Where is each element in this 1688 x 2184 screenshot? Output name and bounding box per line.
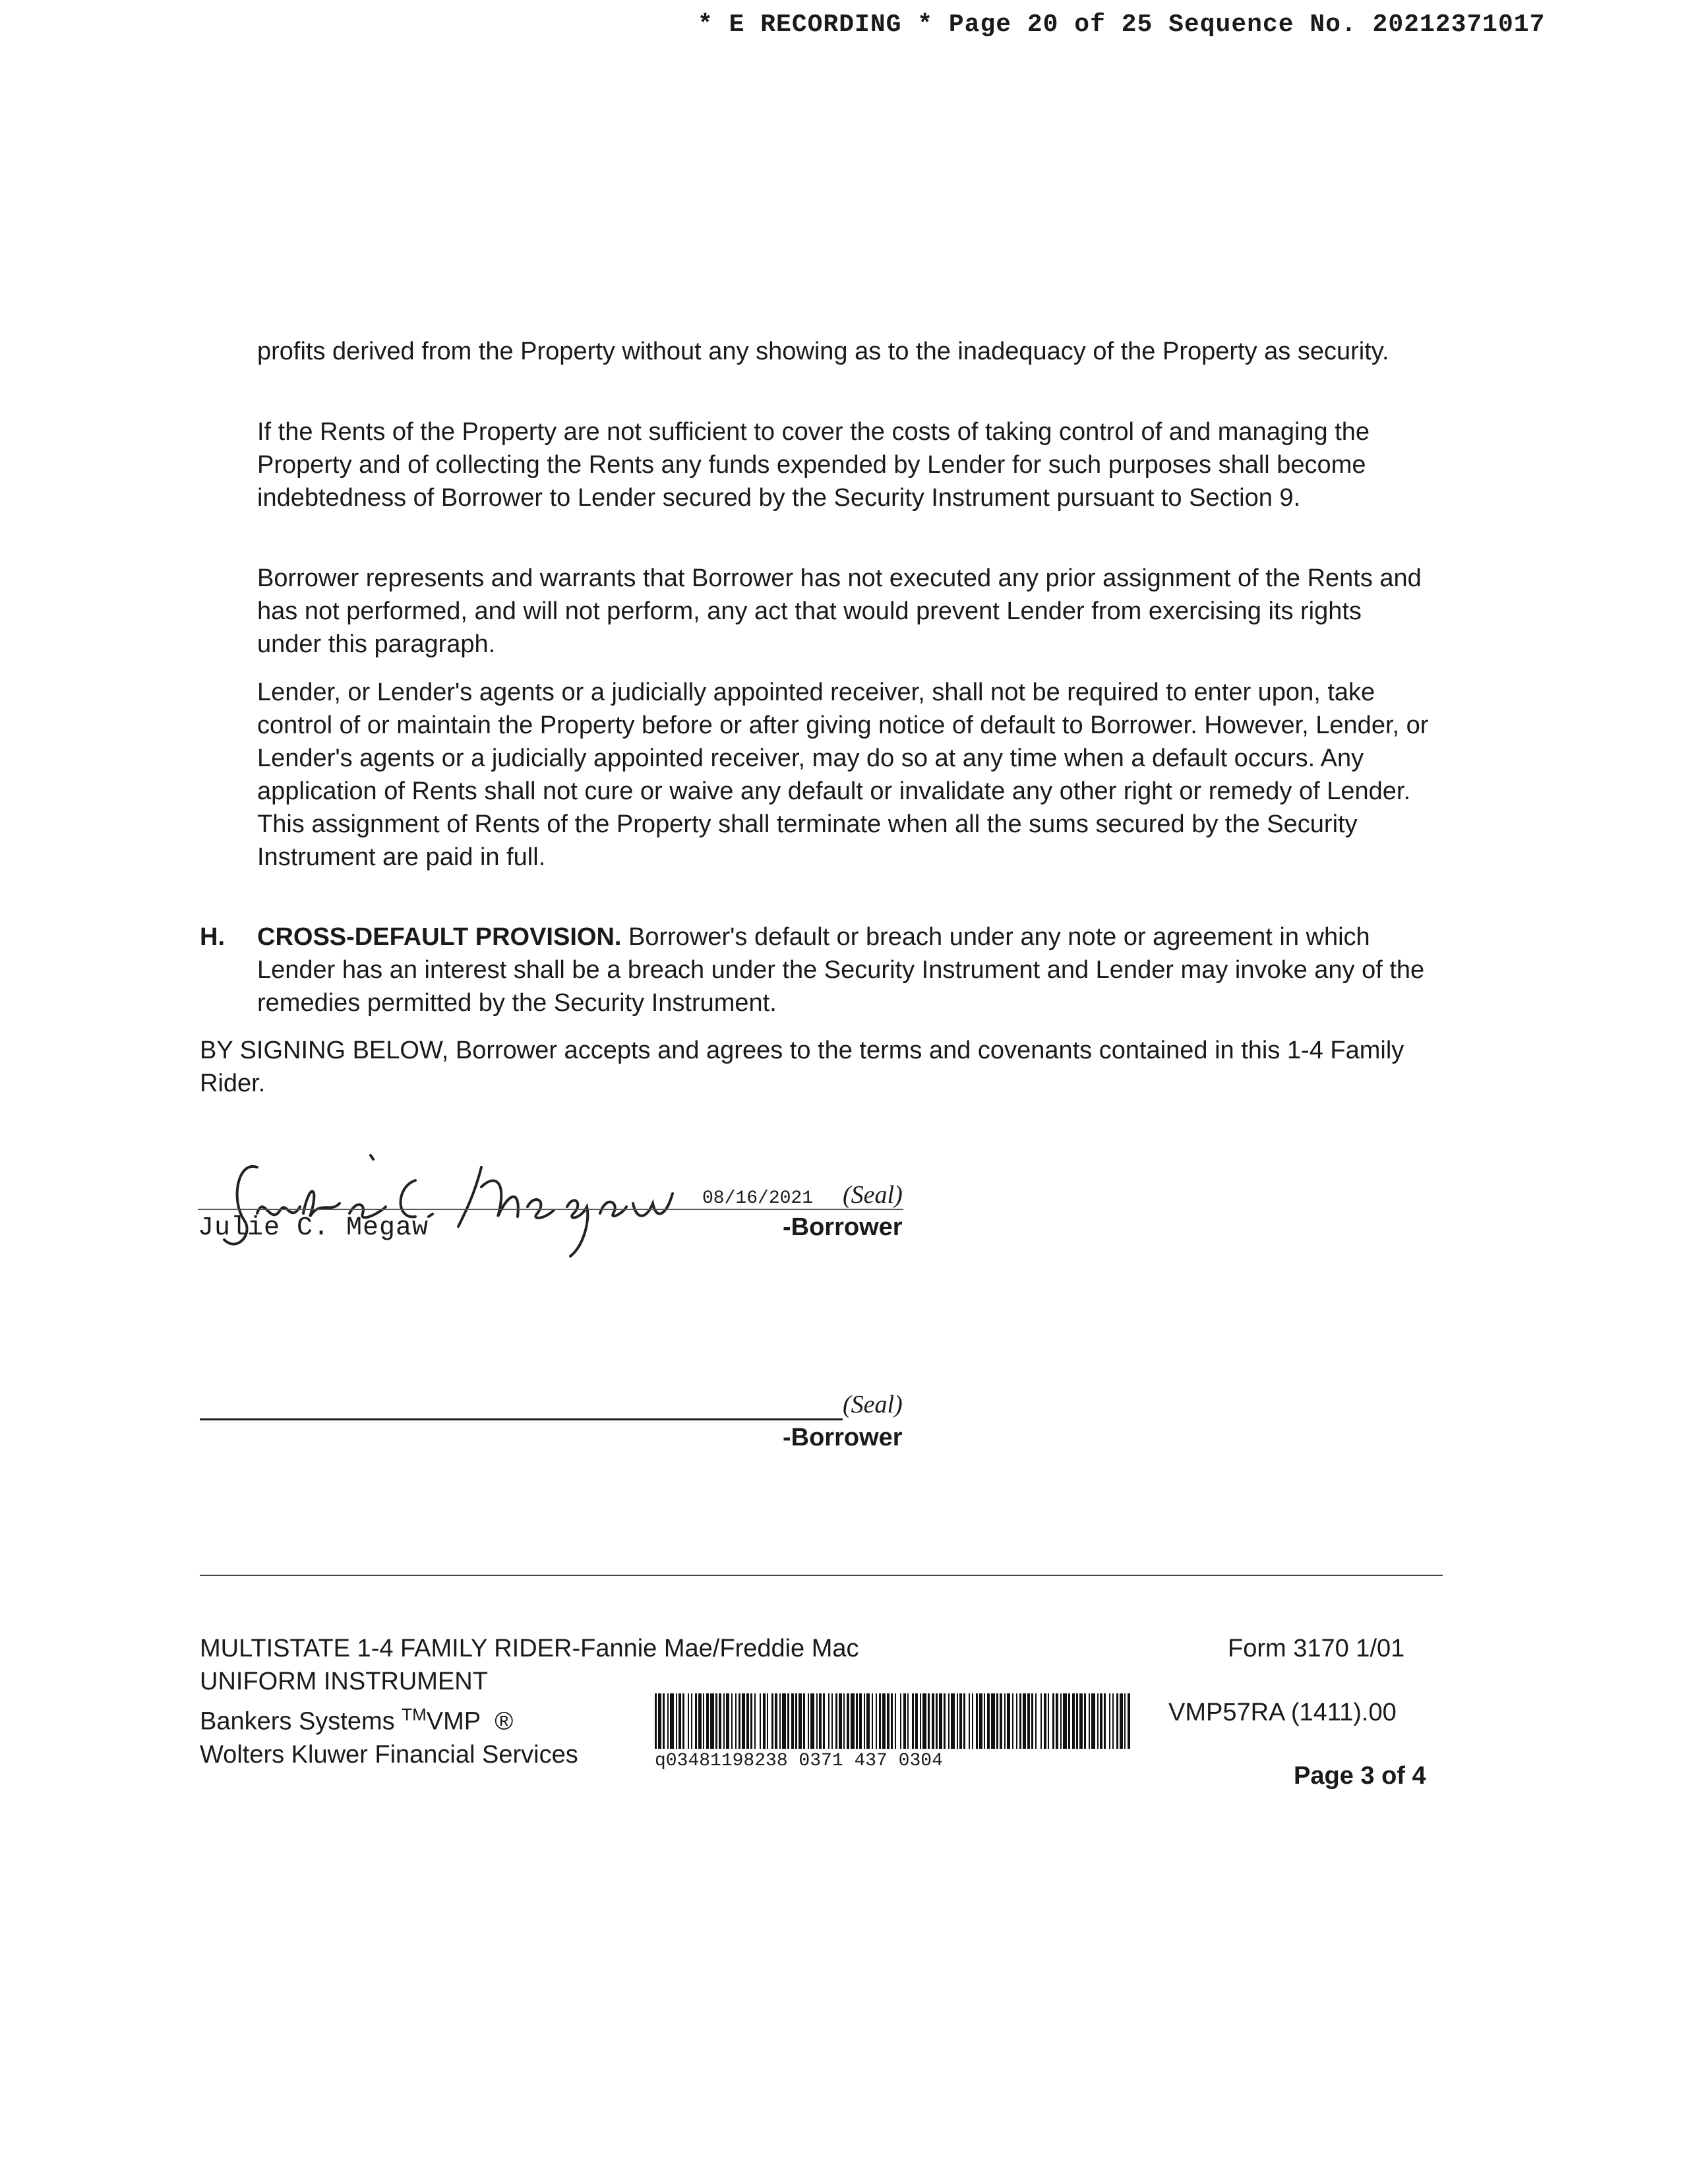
barcode-bar (663, 1693, 665, 1749)
barcode-bar (1076, 1693, 1078, 1749)
borrower-label-2: -Borrower (783, 1424, 903, 1451)
footer-tm: TM (402, 1705, 427, 1724)
barcode-bar (1084, 1693, 1086, 1749)
barcode-bar (1091, 1693, 1095, 1749)
barcode-bar (866, 1693, 870, 1749)
barcode-bar (667, 1693, 669, 1749)
barcode-bar (1089, 1693, 1090, 1749)
barcode-bar (996, 1693, 998, 1749)
footer-reg: ® (495, 1707, 514, 1736)
signature-date: 08/16/2021 (702, 1188, 814, 1209)
barcode-bar (972, 1693, 973, 1749)
barcode-bar (895, 1693, 896, 1749)
barcode-bar (1116, 1693, 1118, 1749)
barcode-bar (779, 1693, 781, 1749)
barcode-bar (891, 1693, 893, 1749)
barcode-bar (760, 1693, 761, 1749)
barcode-bar (1124, 1693, 1126, 1749)
barcode-bar (1027, 1693, 1030, 1749)
barcode-bar (823, 1693, 825, 1749)
barcode-bar (750, 1693, 752, 1749)
paragraph-borrower-represents: Borrower represents and warrants that Borrower has not executed any prior assignment of the Rents and has not performed, and will not perform, any act that would prevent Lender from exercising its rights under this paragraph. (257, 564, 1422, 658)
barcode-bar (828, 1693, 829, 1749)
barcode-bar (787, 1693, 789, 1749)
barcode-bar (835, 1693, 837, 1749)
barcode-bar (915, 1693, 918, 1749)
barcode-bar (948, 1693, 950, 1749)
barcode-bar (655, 1693, 657, 1749)
barcode-bar (991, 1693, 995, 1749)
barcode-bar (1112, 1693, 1114, 1749)
barcode-bar (979, 1693, 982, 1749)
footer-vmp: VMP (426, 1707, 481, 1736)
barcode-bar (847, 1693, 849, 1749)
barcode-bar (922, 1693, 926, 1749)
barcode-bar (1109, 1693, 1110, 1749)
barcode-bar (816, 1693, 818, 1749)
barcode-bar (771, 1693, 773, 1749)
barcode-bar (1000, 1693, 1002, 1749)
form-code: VMP57RA (1411).00 (1168, 1699, 1397, 1726)
barcode-bar (1019, 1693, 1021, 1749)
barcode-bar (1097, 1693, 1099, 1749)
barcode-bar (987, 1693, 990, 1749)
barcode-bar (731, 1693, 733, 1749)
barcode-bar (951, 1693, 955, 1749)
seal-label-1: (Seal) (843, 1181, 903, 1209)
barcode-bar (1044, 1693, 1046, 1749)
barcode-bar (882, 1693, 886, 1749)
barcode-bar (984, 1693, 985, 1749)
barcode-bar (775, 1693, 777, 1749)
barcode-bar (859, 1693, 862, 1749)
barcode-bar (969, 1693, 970, 1749)
barcode-bar (1031, 1693, 1033, 1749)
barcode-bar (738, 1693, 740, 1749)
handwritten-signature (198, 1141, 712, 1273)
barcode-bar (851, 1693, 855, 1749)
barcode-bar (735, 1693, 737, 1749)
barcode-bar (782, 1693, 786, 1749)
borrower-label-1: -Borrower (783, 1213, 903, 1241)
paragraph-lender-agents: Lender, or Lender's agents or a judicially appointed receiver, shall not be required to enter upon, take control of or maintain the Property before or after giving notice of default to Borrower. However, Lender, or Lender's agents or a judicially appointed receiver, may do so at any time when a default occurs. Any application of Rents shall not cure or waive any default or invalidate any other right or remedy of Lender. This assignment of Rents of the Property shall terminate when all the sums secured by the Security Instrument are paid in full. (257, 679, 1429, 871)
section-h-text: Borrower's default or breach under any note or agreement in which Lender has an interest shall be a breach under the Security Instrument and Lender may invoke any of the remedies permitted by the Security Instrument. (257, 923, 1425, 1017)
barcode-bar (843, 1693, 845, 1749)
barcode-bar (912, 1693, 914, 1749)
barcode-bar (658, 1693, 661, 1749)
barcode-bar (706, 1693, 709, 1749)
barcode-bar (795, 1693, 797, 1749)
barcode-bar (1120, 1693, 1123, 1749)
paragraph-profits: profits derived from the Property without any showing as to the inadequacy of the Property as security. (257, 338, 1389, 365)
footer-line4: Wolters Kluwer Financial Services (200, 1740, 578, 1769)
barcode-bar (1072, 1693, 1075, 1749)
barcode-bar (907, 1693, 909, 1749)
barcode-bar (791, 1693, 794, 1749)
barcode-bar (1056, 1693, 1058, 1749)
barcode-bar (939, 1693, 942, 1749)
barcode-bar (879, 1693, 881, 1749)
barcode-bar (1012, 1693, 1013, 1749)
footer-line2: UNIFORM INSTRUMENT (200, 1668, 488, 1695)
barcode-bar (928, 1693, 930, 1749)
section-h-title: CROSS-DEFAULT PROVISION. (257, 923, 622, 951)
barcode-bar (726, 1693, 729, 1749)
barcode-bar (810, 1693, 814, 1749)
barcode-bar (710, 1693, 714, 1749)
barcode-bar (808, 1693, 809, 1749)
section-h-paragraph (257, 921, 1444, 1019)
seal-label-2: (Seal) (843, 1391, 903, 1418)
barcode-bar (920, 1693, 921, 1749)
barcode-bar (936, 1693, 938, 1749)
barcode-bar (944, 1693, 946, 1749)
barcode-bar (831, 1693, 833, 1749)
barcode-bar (719, 1693, 721, 1749)
barcode-bar (900, 1693, 901, 1749)
barcode-bar (688, 1693, 689, 1749)
barcode-bar (695, 1693, 697, 1749)
barcode (655, 1693, 1130, 1749)
barcode-bar (691, 1693, 692, 1749)
barcode-bar (803, 1693, 805, 1749)
barcode-bar (715, 1693, 717, 1749)
barcode-bar (1007, 1693, 1010, 1749)
barcode-bar (742, 1693, 745, 1749)
barcode-bar (932, 1693, 934, 1749)
barcode-bar (1004, 1693, 1006, 1749)
barcode-bar (698, 1693, 702, 1749)
barcode-bar (887, 1693, 889, 1749)
barcode-bar (682, 1693, 684, 1749)
barcode-bar (678, 1693, 681, 1749)
barcode-bar (1079, 1693, 1083, 1749)
signature-line-1 (198, 1209, 903, 1210)
recording-header: * E RECORDING * Page 20 of 25 Sequence No. 20212371017 (698, 11, 1546, 39)
barcode-bar (754, 1693, 756, 1749)
barcode-bar (799, 1693, 802, 1749)
barcode-bar (1063, 1693, 1067, 1749)
barcode-bar (856, 1693, 858, 1749)
barcode-bar (819, 1693, 822, 1749)
barcode-bar (670, 1693, 674, 1749)
barcode-bar (1104, 1693, 1106, 1749)
barcode-bar (839, 1693, 842, 1749)
page-number: Page 3 of 4 (1294, 1762, 1426, 1790)
barcode-bar (872, 1693, 873, 1749)
barcode-bar (957, 1693, 958, 1749)
barcode-bar (864, 1693, 865, 1749)
barcode-bar (876, 1693, 877, 1749)
barcode-bar (703, 1693, 704, 1749)
barcode-bar (723, 1693, 725, 1749)
section-h-letter: H. (200, 923, 225, 951)
printed-name: Julie C. Megaw (198, 1213, 429, 1243)
barcode-bar (1040, 1693, 1042, 1749)
barcode-bar (1023, 1693, 1026, 1749)
barcode-bar (1035, 1693, 1037, 1749)
form-number: Form 3170 1/01 (1228, 1635, 1405, 1662)
barcode-bar (963, 1693, 965, 1749)
barcode-bar (1128, 1693, 1130, 1749)
barcode-bar (1100, 1693, 1102, 1749)
barcode-bar (676, 1693, 677, 1749)
barcode-bar (1016, 1693, 1017, 1749)
signing-statement: BY SIGNING BELOW, Borrower accepts and agrees to the terms and covenants contained in this 1-4 Family Rider. (200, 1037, 1404, 1097)
barcode-bar (746, 1693, 749, 1749)
barcode-bar (903, 1693, 906, 1749)
barcode-bar (767, 1693, 768, 1749)
barcode-bar (976, 1693, 978, 1749)
footer-line1: MULTISTATE 1-4 FAMILY RIDER-Fannie Mae/Freddie Mac (200, 1635, 859, 1662)
barcode-bar (1060, 1693, 1062, 1749)
barcode-bar (1052, 1693, 1054, 1749)
footer-divider (200, 1575, 1443, 1576)
barcode-bar (1068, 1693, 1070, 1749)
barcode-bar (763, 1693, 766, 1749)
barcode-bar (1048, 1693, 1049, 1749)
barcode-bar (959, 1693, 962, 1749)
paragraph-rents-insufficient: If the Rents of the Property are not sufficient to cover the costs of taking control of and managing the Property and of collecting the Rents any funds expended by Lender for such purposes shall become indebtedness of Borrower to Lender secured by the Security Instrument pursuant to Section 9. (257, 418, 1370, 512)
barcode-number: q03481198238 0371 437 0304 (655, 1751, 943, 1771)
footer-bankers: Bankers Systems (200, 1707, 395, 1736)
signature-line-2 (200, 1418, 843, 1420)
